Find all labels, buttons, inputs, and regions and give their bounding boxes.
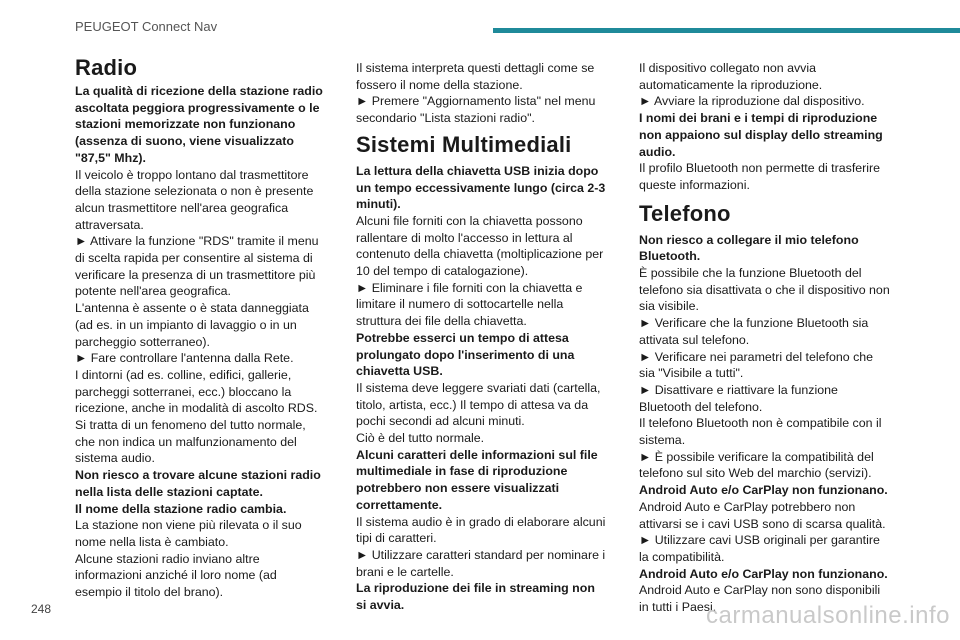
paragraph: Android Auto e CarPlay non sono disponibili in tutti i Paesi. xyxy=(639,583,881,615)
paragraph: ► Attivare la funzione "RDS" tramite il menu di scelta rapida per consentire al sistema di verificare la presenza di un trasmettitore più potente nell'area geografica. xyxy=(75,234,319,299)
text-column-2 xyxy=(356,60,608,614)
text-column-1 xyxy=(75,56,327,601)
paragraph: L'antenna è assente o è stata danneggiata (ad es. in un impianto di lavaggio o in un parcheggio sotterraneo). xyxy=(75,301,309,349)
question-text: I nomi dei brani e i tempi di riproduzione non appaiono sul display dello streaming audio. xyxy=(639,111,883,159)
paragraph: Il telefono Bluetooth non è compatibile con il sistema. xyxy=(639,416,882,448)
section-heading: Telefono xyxy=(639,200,731,226)
question-text: Potrebbe esserci un tempo di attesa prolungato dopo l'inserimento di una chiavetta USB. xyxy=(356,330,575,379)
question-text: La qualità di ricezione della stazione radio ascoltata peggiora progressivamente o le stazioni memorizzate non funzionano (assenza di suono, viene visualizzato "87,5" Mhz). xyxy=(75,84,323,165)
paragraph: Il sistema interpreta questi dettagli come se fossero il nome della stazione. xyxy=(356,61,595,92)
question-text: Android Auto e/o CarPlay non funzionano. xyxy=(639,566,888,581)
section-heading: Radio xyxy=(75,55,138,80)
text-column-3 xyxy=(639,60,891,616)
paragraph: Il sistema audio è in grado di elaborare alcuni tipi di caratteri. xyxy=(356,514,606,546)
paragraph: Il sistema deve leggere svariati dati (cartella, titolo, artista, ecc.) Il tempo di attesa va da pochi secondi ad alcuni minuti. xyxy=(356,380,601,429)
paragraph: Il veicolo è troppo lontano dal trasmettitore della stazione selezionata o non è presente alcun trasmettitore nell'area geografica attraversata. xyxy=(75,167,314,232)
paragraph: ► Premere "Aggiornamento lista" nel menu secondario "Lista stazioni radio". xyxy=(356,94,596,126)
question-text: Alcuni caratteri delle informazioni sul file multimediale in fase di riproduzione potrebbero non essere visualizzati correttamente. xyxy=(356,447,598,512)
paragraph: Il dispositivo collegato non avvia automaticamente la riproduzione. xyxy=(639,61,823,92)
paragraph: È possibile che la funzione Bluetooth del telefono sia disattivata o che il dispositivo non sia visibile. xyxy=(639,266,890,314)
paragraph: ► Disattivare e riattivare la funzione Bluetooth del telefono. xyxy=(639,382,838,414)
section-heading: Sistemi Multimediali xyxy=(356,131,572,157)
question-text: Non riesco a trovare alcune stazioni radio nella lista delle stazioni captate. xyxy=(75,468,321,499)
paragraph: ► Verificare che la funzione Bluetooth sia attivata sul telefono. xyxy=(639,316,869,347)
paragraph: Il profilo Bluetooth non permette di trasferire queste informazioni. xyxy=(639,161,881,192)
paragraph: ► Eliminare i file forniti con la chiavetta e limitare il numero di sottocartelle nella struttura dei file della chiavetta. xyxy=(356,280,583,329)
paragraph: Android Auto e CarPlay potrebbero non attivarsi se i cavi USB sono di scarsa qualità. xyxy=(639,499,886,531)
paragraph: ► Utilizzare cavi USB originali per garantire la compatibilità. xyxy=(639,533,880,564)
paragraph: ► Fare controllare l'antenna dalla Rete. xyxy=(75,351,294,366)
paragraph: ► Verificare nei parametri del telefono che sia "Visibile a tutti". xyxy=(639,349,874,381)
question-text: La riproduzione dei file in streaming non si avvia. xyxy=(356,581,595,613)
question-text: La lettura della chiavetta USB inizia dopo un tempo eccessivamente lungo (circa 2-3 minuti). xyxy=(356,163,606,212)
paragraph: Ciò è del tutto normale. xyxy=(356,431,485,446)
header-accent-bar xyxy=(493,28,960,33)
question-text: Non riesco a collegare il mio telefono Bluetooth. xyxy=(639,232,859,264)
paragraph: I dintorni (ad es. colline, edifici, gallerie, parcheggi sotterranei, ecc.) bloccano la ricezione, anche in modalità di ascolto RDS. xyxy=(75,367,318,416)
watermark: carmanualsonline.info xyxy=(706,602,950,629)
page-number: 248 xyxy=(31,602,52,616)
paragraph: ► È possibile verificare la compatibilità del telefono sul sito Web del marchio (servizi). xyxy=(639,449,874,481)
question-text: Il nome della stazione radio cambia. xyxy=(75,501,287,516)
paragraph: ► Utilizzare caratteri standard per nominare i brani e le cartelle. xyxy=(356,547,606,579)
manual-title: PEUGEOT Connect Nav xyxy=(75,19,218,34)
paragraph: Si tratta di un fenomeno del tutto normale, che non indica un malfunzionamento del sistema audio. xyxy=(75,418,306,466)
paragraph: Alcune stazioni radio inviano altre informazioni anziché il loro nome (ad esempio il titolo del brano). xyxy=(75,551,277,600)
paragraph: Alcuni file forniti con la chiavetta possono rallentare di molto l'accesso in lettura al contenuto della chiavetta (moltiplicazione per 10 del tempo di catalogazione). xyxy=(356,213,604,279)
paragraph: ► Avviare la riproduzione dal dispositivo. xyxy=(639,94,865,109)
question-text: Android Auto e/o CarPlay non funzionano. xyxy=(639,483,888,498)
paragraph: La stazione non viene più rilevata o il suo nome nella lista è cambiato. xyxy=(75,518,302,549)
